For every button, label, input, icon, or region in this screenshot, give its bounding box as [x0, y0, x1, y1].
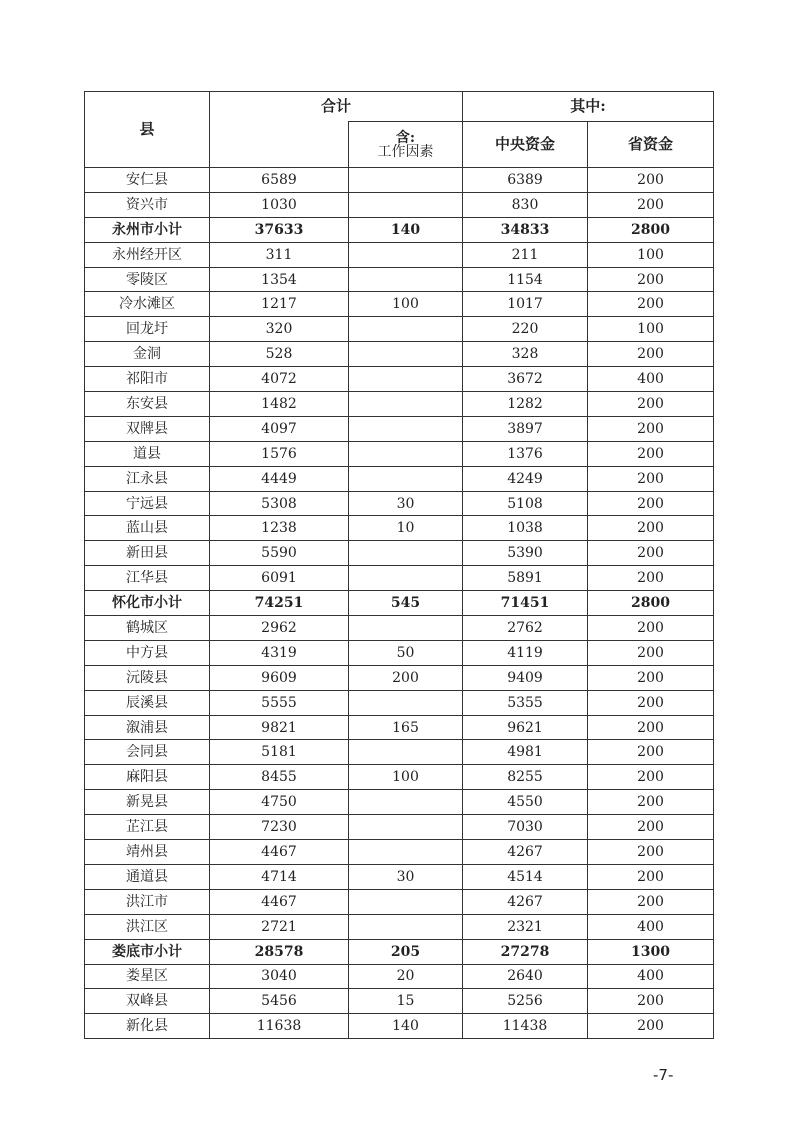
- cell-total: 3040: [210, 964, 349, 989]
- header-central: 中央资金: [463, 122, 588, 168]
- cell-total: 8455: [210, 765, 349, 790]
- header-total: 合计: [210, 92, 463, 122]
- cell-total: 4319: [210, 640, 349, 665]
- cell-total: 6091: [210, 566, 349, 591]
- cell-work-factor: [349, 566, 463, 591]
- cell-total: 4750: [210, 790, 349, 815]
- cell-total: 4467: [210, 840, 349, 865]
- cell-work-factor: [349, 690, 463, 715]
- subtotal-row: [85, 217, 714, 242]
- page-number: -7-: [653, 1066, 674, 1084]
- table-row: [85, 665, 714, 690]
- cell-work-factor: 50: [349, 640, 463, 665]
- table-body: [85, 168, 714, 1039]
- table-row: [85, 267, 714, 292]
- cell-central: 9409: [463, 665, 588, 690]
- cell-total: 5181: [210, 740, 349, 765]
- cell-total: 2721: [210, 914, 349, 939]
- cell-work-factor: [349, 740, 463, 765]
- cell-provincial: 200: [588, 665, 714, 690]
- cell-work-factor: [349, 242, 463, 267]
- cell-provincial: 200: [588, 392, 714, 417]
- cell-provincial: 200: [588, 840, 714, 865]
- cell-provincial: 200: [588, 566, 714, 591]
- cell-work-factor: [349, 541, 463, 566]
- cell-central: 2640: [463, 964, 588, 989]
- cell-county: 道县: [85, 441, 210, 466]
- cell-county: 双峰县: [85, 989, 210, 1014]
- cell-provincial: 200: [588, 690, 714, 715]
- cell-provincial: 200: [588, 441, 714, 466]
- cell-central: 1017: [463, 292, 588, 317]
- cell-central: 2762: [463, 616, 588, 641]
- cell-provincial: 200: [588, 541, 714, 566]
- cell-central: 211: [463, 242, 588, 267]
- table-row: [85, 640, 714, 665]
- cell-central: 1154: [463, 267, 588, 292]
- table-row: [85, 889, 714, 914]
- cell-total: 4072: [210, 367, 349, 392]
- cell-county: 江永县: [85, 466, 210, 491]
- cell-total: 28578: [210, 939, 349, 964]
- table-row: [85, 416, 714, 441]
- cell-provincial: 200: [588, 640, 714, 665]
- cell-total: 9821: [210, 715, 349, 740]
- cell-central: 27278: [463, 939, 588, 964]
- cell-total: 4449: [210, 466, 349, 491]
- cell-work-factor: [349, 840, 463, 865]
- cell-county: 永州市小计: [85, 217, 210, 242]
- header-of-which: 其中:: [463, 92, 714, 122]
- cell-work-factor: [349, 416, 463, 441]
- cell-provincial: 200: [588, 516, 714, 541]
- cell-provincial: 200: [588, 416, 714, 441]
- cell-total: 5308: [210, 491, 349, 516]
- cell-central: 4514: [463, 864, 588, 889]
- table-row: [85, 690, 714, 715]
- cell-central: 5390: [463, 541, 588, 566]
- cell-total: 1482: [210, 392, 349, 417]
- header-work-factor-label: 工作因素: [377, 143, 434, 160]
- cell-county: 安仁县: [85, 168, 210, 193]
- cell-provincial: 200: [588, 1014, 714, 1039]
- header-total-cont: [210, 122, 349, 168]
- cell-total: 9609: [210, 665, 349, 690]
- cell-provincial: 200: [588, 292, 714, 317]
- cell-work-factor: [349, 790, 463, 815]
- cell-total: 74251: [210, 591, 349, 616]
- table-row: [85, 367, 714, 392]
- cell-work-factor: [349, 267, 463, 292]
- cell-total: 4467: [210, 889, 349, 914]
- cell-total: 320: [210, 317, 349, 342]
- header-work-factor: [349, 122, 463, 168]
- table-row: [85, 168, 714, 193]
- cell-county: 双牌县: [85, 416, 210, 441]
- cell-provincial: 200: [588, 491, 714, 516]
- cell-central: 4267: [463, 840, 588, 865]
- cell-work-factor: 140: [349, 1014, 463, 1039]
- cell-county: 靖州县: [85, 840, 210, 865]
- cell-total: 528: [210, 342, 349, 367]
- cell-provincial: 200: [588, 765, 714, 790]
- cell-provincial: 200: [588, 715, 714, 740]
- cell-central: 830: [463, 192, 588, 217]
- table-row: [85, 541, 714, 566]
- cell-county: 洪江市: [85, 889, 210, 914]
- cell-county: 麻阳县: [85, 765, 210, 790]
- header-provincial: 省资金: [588, 122, 714, 168]
- cell-county: 金洞: [85, 342, 210, 367]
- table-row: [85, 765, 714, 790]
- cell-central: 5108: [463, 491, 588, 516]
- cell-work-factor: 140: [349, 217, 463, 242]
- cell-central: 1376: [463, 441, 588, 466]
- cell-county: 江华县: [85, 566, 210, 591]
- table-row: [85, 342, 714, 367]
- funding-table: [84, 91, 714, 1039]
- cell-county: 回龙圩: [85, 317, 210, 342]
- table-row: [85, 989, 714, 1014]
- cell-provincial: 200: [588, 168, 714, 193]
- cell-central: 4249: [463, 466, 588, 491]
- cell-total: 4097: [210, 416, 349, 441]
- cell-central: 11438: [463, 1014, 588, 1039]
- subtotal-row: [85, 591, 714, 616]
- table-row: [85, 392, 714, 417]
- cell-central: 71451: [463, 591, 588, 616]
- table-row: [85, 790, 714, 815]
- cell-county: 芷江县: [85, 815, 210, 840]
- cell-county: 辰溪县: [85, 690, 210, 715]
- cell-county: 资兴市: [85, 192, 210, 217]
- cell-provincial: 200: [588, 466, 714, 491]
- cell-central: 5256: [463, 989, 588, 1014]
- table-row: [85, 815, 714, 840]
- table-row: [85, 914, 714, 939]
- table-row: [85, 616, 714, 641]
- cell-work-factor: [349, 441, 463, 466]
- cell-central: 5355: [463, 690, 588, 715]
- cell-work-factor: [349, 367, 463, 392]
- cell-provincial: 200: [588, 342, 714, 367]
- cell-work-factor: [349, 466, 463, 491]
- cell-provincial: 2800: [588, 591, 714, 616]
- cell-total: 6589: [210, 168, 349, 193]
- cell-provincial: 1300: [588, 939, 714, 964]
- cell-central: 1282: [463, 392, 588, 417]
- cell-central: 8255: [463, 765, 588, 790]
- cell-county: 零陵区: [85, 267, 210, 292]
- cell-total: 1217: [210, 292, 349, 317]
- cell-provincial: 100: [588, 317, 714, 342]
- table-row: [85, 715, 714, 740]
- cell-total: 5555: [210, 690, 349, 715]
- header-county: 县: [85, 92, 210, 168]
- table-row: [85, 317, 714, 342]
- table-row: [85, 516, 714, 541]
- cell-work-factor: [349, 192, 463, 217]
- cell-work-factor: [349, 392, 463, 417]
- cell-provincial: 200: [588, 616, 714, 641]
- cell-county: 新化县: [85, 1014, 210, 1039]
- cell-work-factor: 10: [349, 516, 463, 541]
- cell-county: 娄星区: [85, 964, 210, 989]
- cell-central: 9621: [463, 715, 588, 740]
- cell-provincial: 200: [588, 815, 714, 840]
- cell-central: 34833: [463, 217, 588, 242]
- cell-provincial: 400: [588, 367, 714, 392]
- cell-provincial: 200: [588, 740, 714, 765]
- cell-total: 37633: [210, 217, 349, 242]
- cell-provincial: 200: [588, 864, 714, 889]
- cell-work-factor: [349, 616, 463, 641]
- cell-total: 1030: [210, 192, 349, 217]
- table-row: [85, 466, 714, 491]
- cell-work-factor: [349, 914, 463, 939]
- cell-work-factor: [349, 815, 463, 840]
- table-row: [85, 964, 714, 989]
- cell-work-factor: 545: [349, 591, 463, 616]
- cell-total: 11638: [210, 1014, 349, 1039]
- cell-total: 5456: [210, 989, 349, 1014]
- cell-central: 7030: [463, 815, 588, 840]
- cell-county: 冷水滩区: [85, 292, 210, 317]
- cell-county: 怀化市小计: [85, 591, 210, 616]
- cell-work-factor: 205: [349, 939, 463, 964]
- cell-provincial: 400: [588, 914, 714, 939]
- cell-provincial: 200: [588, 989, 714, 1014]
- table-row: [85, 566, 714, 591]
- cell-work-factor: 20: [349, 964, 463, 989]
- cell-county: 洪江区: [85, 914, 210, 939]
- cell-county: 蓝山县: [85, 516, 210, 541]
- cell-total: 4714: [210, 864, 349, 889]
- cell-provincial: 200: [588, 889, 714, 914]
- table-row: [85, 740, 714, 765]
- cell-work-factor: [349, 342, 463, 367]
- cell-provincial: 200: [588, 790, 714, 815]
- cell-total: 7230: [210, 815, 349, 840]
- table-row: [85, 1014, 714, 1039]
- cell-county: 通道县: [85, 864, 210, 889]
- cell-total: 311: [210, 242, 349, 267]
- cell-county: 新田县: [85, 541, 210, 566]
- cell-work-factor: 30: [349, 491, 463, 516]
- cell-central: 4550: [463, 790, 588, 815]
- cell-county: 新晃县: [85, 790, 210, 815]
- cell-county: 东安县: [85, 392, 210, 417]
- cell-provincial: 200: [588, 267, 714, 292]
- table-row: [85, 292, 714, 317]
- cell-central: 3897: [463, 416, 588, 441]
- cell-work-factor: [349, 889, 463, 914]
- header-including: 含:: [395, 129, 416, 146]
- cell-provincial: 100: [588, 242, 714, 267]
- cell-central: 4267: [463, 889, 588, 914]
- cell-total: 1238: [210, 516, 349, 541]
- cell-work-factor: 30: [349, 864, 463, 889]
- cell-central: 4119: [463, 640, 588, 665]
- cell-central: 3672: [463, 367, 588, 392]
- cell-work-factor: 100: [349, 765, 463, 790]
- cell-provincial: 2800: [588, 217, 714, 242]
- cell-provincial: 400: [588, 964, 714, 989]
- cell-county: 溆浦县: [85, 715, 210, 740]
- cell-work-factor: 15: [349, 989, 463, 1014]
- cell-central: 1038: [463, 516, 588, 541]
- table-row: [85, 242, 714, 267]
- cell-county: 祁阳市: [85, 367, 210, 392]
- cell-county: 中方县: [85, 640, 210, 665]
- cell-work-factor: 100: [349, 292, 463, 317]
- cell-central: 220: [463, 317, 588, 342]
- cell-work-factor: [349, 168, 463, 193]
- cell-central: 2321: [463, 914, 588, 939]
- cell-provincial: 200: [588, 192, 714, 217]
- cell-total: 1354: [210, 267, 349, 292]
- cell-county: 沅陵县: [85, 665, 210, 690]
- cell-central: 5891: [463, 566, 588, 591]
- cell-work-factor: [349, 317, 463, 342]
- cell-county: 娄底市小计: [85, 939, 210, 964]
- table-row: [85, 192, 714, 217]
- cell-total: 2962: [210, 616, 349, 641]
- table-row: [85, 864, 714, 889]
- cell-county: 宁远县: [85, 491, 210, 516]
- cell-work-factor: 200: [349, 665, 463, 690]
- table-row: [85, 441, 714, 466]
- subtotal-row: [85, 939, 714, 964]
- cell-central: 4981: [463, 740, 588, 765]
- cell-central: 6389: [463, 168, 588, 193]
- cell-county: 永州经开区: [85, 242, 210, 267]
- cell-total: 1576: [210, 441, 349, 466]
- cell-county: 鹤城区: [85, 616, 210, 641]
- cell-central: 328: [463, 342, 588, 367]
- cell-work-factor: 165: [349, 715, 463, 740]
- table-row: [85, 840, 714, 865]
- cell-county: 会同县: [85, 740, 210, 765]
- table-row: [85, 491, 714, 516]
- cell-total: 5590: [210, 541, 349, 566]
